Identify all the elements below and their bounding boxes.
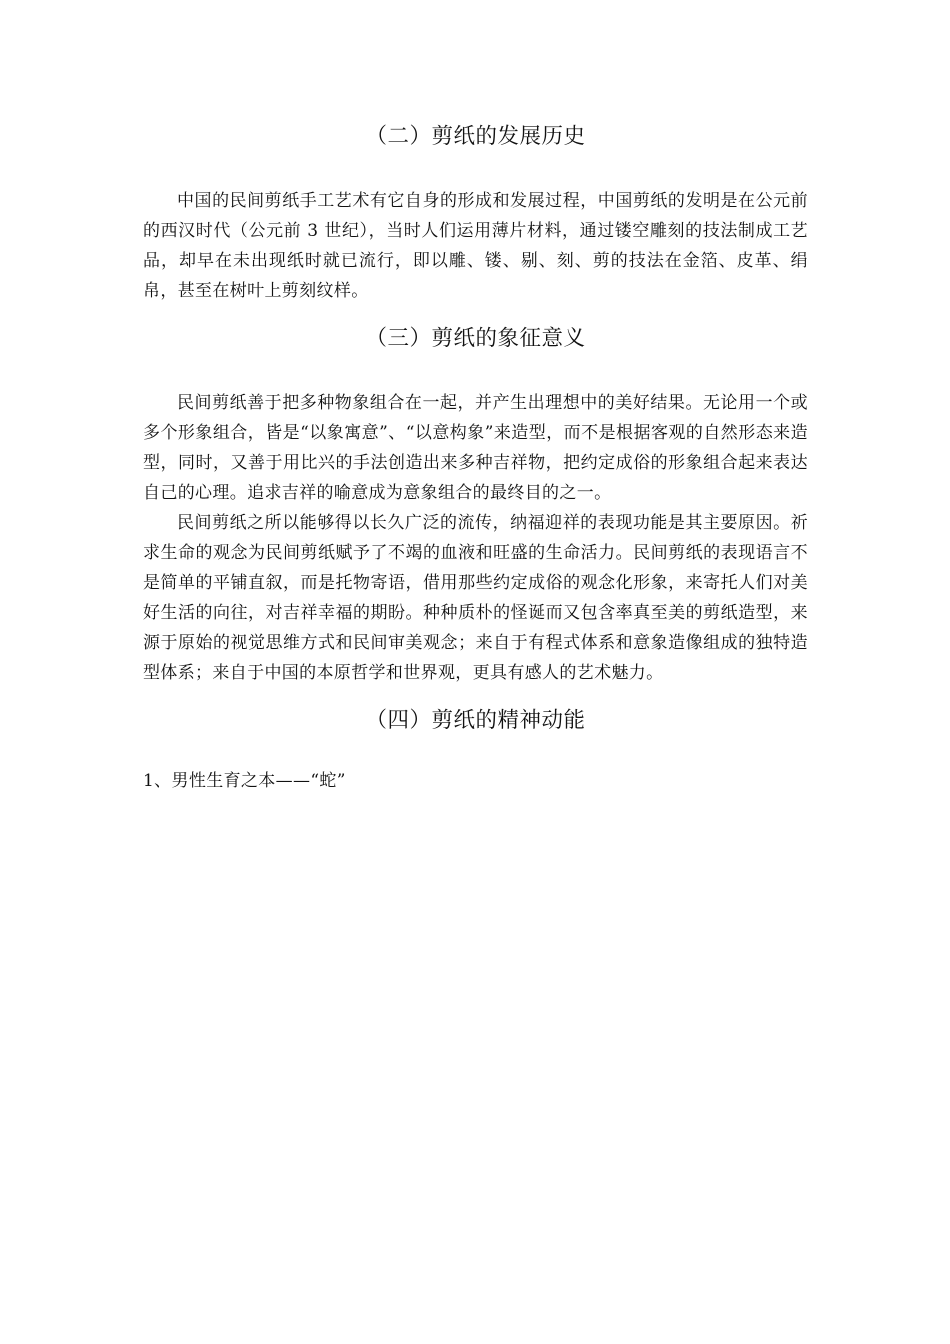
spacer — [143, 688, 808, 702]
section-title-spirit: （四）剪纸的精神动能 — [365, 708, 586, 733]
section-title-history: （二）剪纸的发展历史 — [365, 124, 586, 149]
spacer — [143, 740, 808, 766]
document-body — [143, 118, 808, 796]
list-item-snake: 1、男性生育之本——“蛇” — [143, 771, 346, 791]
spacer — [143, 358, 808, 388]
section-title-symbolism: （三）剪纸的象征意义 — [365, 326, 586, 351]
paragraph-symbolism-1: 民间剪纸善于把多种物象组合在一起，并产生出理想中的美好结果。无论用一个或多个形象组合，皆是“以象寓意”、“以意构象”来造型，而不是根据客观的自然形态来造型，同时，又善于用比兴的手法创造出来多种吉祥物，把约定成俗的形象组合起来表达自己的心理。追求吉祥的喻意成为意象组合的最终目的之一。 — [143, 393, 808, 503]
paragraph-history: 中国的民间剪纸手工艺术有它自身的形成和发展过程，中国剪纸的发明是在公元前的西汉时代（公元前 3 世纪），当时人们运用薄片材料，通过镂空雕刻的技法制成工艺品，却早在未出现纸时就已流行，即以雕、镂、剔、刻、剪的技法在金箔、皮革、绢帛，甚至在树叶上剪刻纹样。 — [143, 191, 808, 301]
paragraph-symbolism-2: 民间剪纸之所以能够得以长久广泛的流传，纳福迎祥的表现功能是其主要原因。祈求生命的观念为民间剪纸赋予了不竭的血液和旺盛的生命活力。民间剪纸的表现语言不是简单的平铺直叙，而是托物寄语，借用那些约定成俗的观念化形象，来寄托人们对美好生活的向往，对吉祥幸福的期盼。种种质朴的怪诞而又包含率真至美的剪纸造型，来源于原始的视觉思维方式和民间审美观念；来自于有程式体系和意象造像组成的独特造型体系；来自于中国的本原哲学和世界观，更具有感人的艺术魅力。 — [143, 513, 808, 683]
spacer — [143, 306, 808, 320]
spacer — [143, 156, 808, 186]
